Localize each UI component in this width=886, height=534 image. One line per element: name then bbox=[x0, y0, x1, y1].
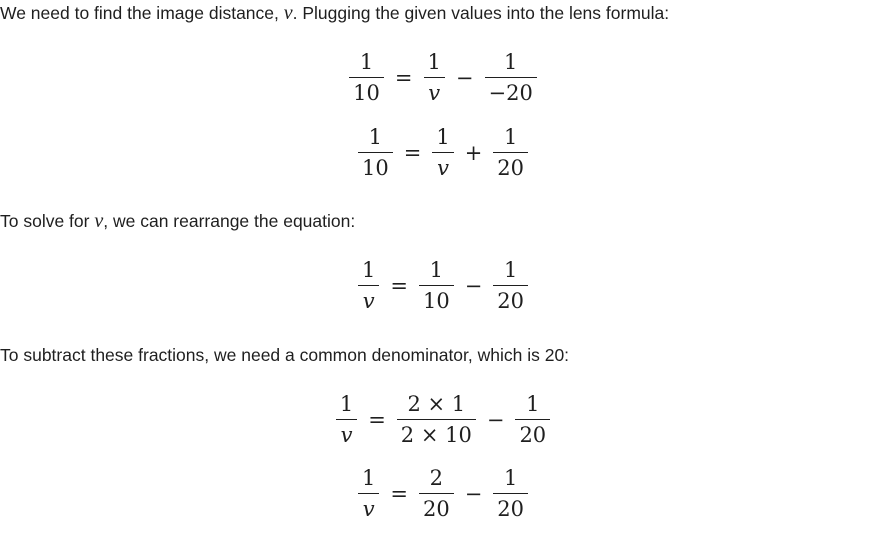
eq4-b-denominator: 20 bbox=[519, 423, 547, 447]
equation-2 bbox=[0, 125, 886, 180]
eq3-equals-sign: = bbox=[390, 273, 408, 298]
eq1-b-numerator: 1 bbox=[503, 50, 518, 74]
eq2-lhs-denominator: 10 bbox=[361, 156, 389, 180]
eq4-a-fraction bbox=[397, 392, 476, 447]
eq4-lhs-fraction bbox=[336, 392, 357, 447]
eq4-equals-sign: = bbox=[368, 407, 386, 432]
eq1-operator: − bbox=[455, 65, 474, 90]
subtract-paragraph bbox=[0, 342, 569, 368]
eq3-lhs-denominator: v bbox=[362, 289, 375, 313]
solve-variable: v bbox=[94, 210, 104, 232]
intro-paragraph bbox=[0, 0, 669, 26]
eq2-equals-sign: = bbox=[403, 140, 422, 165]
eq1-lhs-denominator: 10 bbox=[353, 81, 380, 105]
eq2-b-denominator: 20 bbox=[497, 156, 525, 180]
eq2-a-numerator: 1 bbox=[436, 125, 450, 149]
solve-text-after: , we can rearrange the equation: bbox=[103, 211, 356, 231]
intro-text-after: . Plugging the given values into the lens formula: bbox=[292, 3, 670, 23]
eq3-b-denominator: 20 bbox=[497, 289, 525, 313]
eq4-lhs-numerator: 1 bbox=[339, 392, 354, 416]
eq1-lhs-fraction bbox=[349, 50, 384, 105]
eq2-lhs-numerator: 1 bbox=[368, 125, 383, 149]
eq1-lhs-numerator: 1 bbox=[359, 50, 374, 74]
eq2-a-fraction bbox=[432, 125, 453, 180]
eq2-lhs-fraction bbox=[358, 125, 393, 180]
eq3-a-numerator: 1 bbox=[429, 258, 443, 282]
subtract-text: To subtract these fractions, we need a common denominator, which is 20: bbox=[0, 345, 570, 365]
equation-4 bbox=[0, 392, 886, 447]
eq4-a-denominator: 2 × 10 bbox=[400, 423, 472, 447]
eq3-b-numerator: 1 bbox=[503, 258, 518, 282]
eq3-lhs-fraction bbox=[358, 258, 379, 313]
eq5-equals-sign: = bbox=[390, 481, 408, 506]
equation-1 bbox=[0, 50, 886, 105]
eq1-a-denominator: v bbox=[428, 81, 441, 105]
eq5-a-fraction bbox=[419, 466, 454, 521]
eq3-b-fraction bbox=[493, 258, 528, 313]
intro-variable: v bbox=[283, 2, 293, 24]
solve-text-before: To solve for bbox=[0, 211, 95, 231]
eq2-a-denominator: v bbox=[437, 156, 449, 180]
intro-text-before: We need to find the image distance, bbox=[0, 3, 284, 23]
eq1-a-numerator: 1 bbox=[427, 50, 441, 74]
eq5-b-denominator: 20 bbox=[497, 497, 525, 521]
eq5-operator: − bbox=[464, 481, 483, 506]
eq3-a-denominator: 10 bbox=[422, 289, 450, 313]
eq5-a-denominator: 20 bbox=[422, 497, 450, 521]
eq5-b-numerator: 1 bbox=[503, 466, 518, 490]
eq2-b-numerator: 1 bbox=[503, 125, 518, 149]
equation-5 bbox=[0, 466, 886, 521]
eq1-b-denominator: −20 bbox=[488, 81, 533, 105]
eq4-a-numerator: 2 × 1 bbox=[407, 392, 466, 416]
eq2-operator: + bbox=[464, 140, 483, 165]
eq1-a-fraction bbox=[424, 50, 445, 105]
eq5-b-fraction bbox=[493, 466, 528, 521]
eq4-b-fraction bbox=[515, 392, 550, 447]
eq3-operator: − bbox=[464, 273, 483, 298]
eq5-lhs-numerator: 1 bbox=[361, 466, 376, 490]
eq1-equals-sign: = bbox=[394, 65, 413, 90]
eq5-lhs-fraction bbox=[358, 466, 379, 521]
equation-3 bbox=[0, 258, 886, 313]
eq5-lhs-denominator: v bbox=[362, 497, 375, 521]
solve-paragraph bbox=[0, 208, 355, 234]
eq1-b-fraction bbox=[485, 50, 537, 105]
eq4-b-numerator: 1 bbox=[526, 392, 540, 416]
eq3-a-fraction bbox=[419, 258, 454, 313]
eq2-b-fraction bbox=[493, 125, 528, 180]
eq3-lhs-numerator: 1 bbox=[361, 258, 376, 282]
eq4-operator: − bbox=[486, 407, 505, 432]
eq5-a-numerator: 2 bbox=[429, 466, 443, 490]
eq4-lhs-denominator: v bbox=[340, 423, 353, 447]
